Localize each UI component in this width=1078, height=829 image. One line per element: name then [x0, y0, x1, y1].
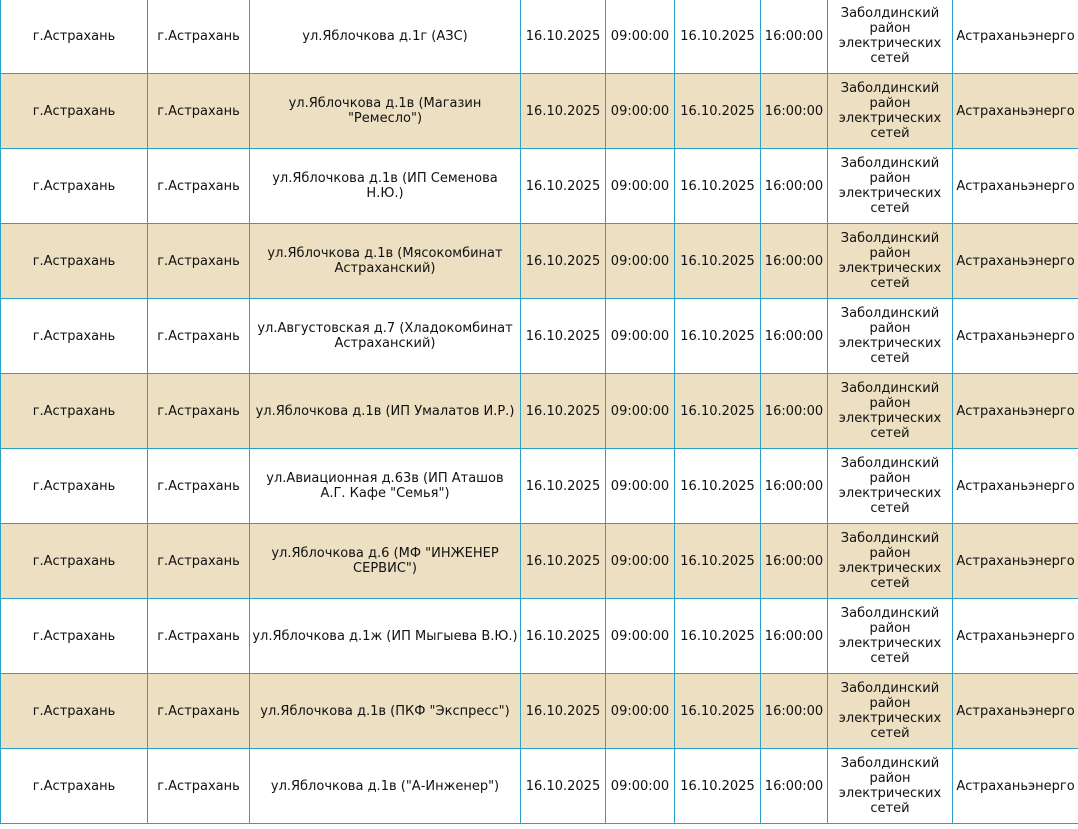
end-time-cell: 16:00:00 — [761, 299, 828, 374]
organization-cell: Астраханьэнерго — [953, 149, 1078, 224]
region-cell: г.Астрахань — [1, 0, 148, 74]
district-cell: Заболдинский район электрических сетей — [828, 74, 953, 149]
table-row — [1, 374, 1078, 449]
end-date-cell: 16.10.2025 — [675, 599, 761, 674]
address-cell: ул.Яблочкова д.1в (ПКФ "Экспресс") — [250, 674, 521, 749]
address-cell: ул.Яблочкова д.1г (АЗС) — [250, 0, 521, 74]
organization-cell: Астраханьэнерго — [953, 0, 1078, 74]
end-time-cell: 16:00:00 — [761, 0, 828, 74]
start-date-cell: 16.10.2025 — [521, 749, 606, 824]
address-cell: ул.Августовская д.7 (Хладокомбинат Астраханский) — [250, 299, 521, 374]
region-cell: г.Астрахань — [1, 599, 148, 674]
end-date-cell: 16.10.2025 — [675, 374, 761, 449]
address-cell: ул.Яблочкова д.1ж (ИП Мыгыева В.Ю.) — [250, 599, 521, 674]
end-time-cell: 16:00:00 — [761, 224, 828, 299]
table-row — [1, 74, 1078, 149]
start-time-cell: 09:00:00 — [606, 0, 675, 74]
table-row — [1, 224, 1078, 299]
address-cell: ул.Яблочкова д.1в (Магазин "Ремесло") — [250, 74, 521, 149]
region-cell: г.Астрахань — [1, 449, 148, 524]
city-cell: г.Астрахань — [148, 749, 250, 824]
end-time-cell: 16:00:00 — [761, 74, 828, 149]
start-date-cell: 16.10.2025 — [521, 149, 606, 224]
start-time-cell: 09:00:00 — [606, 374, 675, 449]
city-cell: г.Астрахань — [148, 374, 250, 449]
outage-table-body — [1, 0, 1078, 824]
start-date-cell: 16.10.2025 — [521, 299, 606, 374]
start-date-cell: 16.10.2025 — [521, 74, 606, 149]
organization-cell: Астраханьэнерго — [953, 599, 1078, 674]
start-time-cell: 09:00:00 — [606, 599, 675, 674]
table-row — [1, 449, 1078, 524]
end-date-cell: 16.10.2025 — [675, 749, 761, 824]
start-date-cell: 16.10.2025 — [521, 599, 606, 674]
end-time-cell: 16:00:00 — [761, 449, 828, 524]
end-date-cell: 16.10.2025 — [675, 674, 761, 749]
organization-cell: Астраханьэнерго — [953, 749, 1078, 824]
start-time-cell: 09:00:00 — [606, 74, 675, 149]
table-row — [1, 524, 1078, 599]
district-cell: Заболдинский район электрических сетей — [828, 299, 953, 374]
start-date-cell: 16.10.2025 — [521, 374, 606, 449]
district-cell: Заболдинский район электрических сетей — [828, 0, 953, 74]
organization-cell: Астраханьэнерго — [953, 674, 1078, 749]
start-time-cell: 09:00:00 — [606, 149, 675, 224]
district-cell: Заболдинский район электрических сетей — [828, 599, 953, 674]
start-date-cell: 16.10.2025 — [521, 0, 606, 74]
organization-cell: Астраханьэнерго — [953, 299, 1078, 374]
organization-cell: Астраханьэнерго — [953, 449, 1078, 524]
address-cell: ул.Яблочкова д.1в ("А-Инженер") — [250, 749, 521, 824]
start-date-cell: 16.10.2025 — [521, 524, 606, 599]
address-cell: ул.Авиационная д.63в (ИП Аташов А.Г. Кафе "Семья") — [250, 449, 521, 524]
end-date-cell: 16.10.2025 — [675, 299, 761, 374]
city-cell: г.Астрахань — [148, 674, 250, 749]
end-date-cell: 16.10.2025 — [675, 74, 761, 149]
region-cell: г.Астрахань — [1, 749, 148, 824]
table-row — [1, 149, 1078, 224]
region-cell: г.Астрахань — [1, 74, 148, 149]
end-time-cell: 16:00:00 — [761, 749, 828, 824]
city-cell: г.Астрахань — [148, 599, 250, 674]
city-cell: г.Астрахань — [148, 449, 250, 524]
region-cell: г.Астрахань — [1, 524, 148, 599]
region-cell: г.Астрахань — [1, 674, 148, 749]
region-cell: г.Астрахань — [1, 149, 148, 224]
start-date-cell: 16.10.2025 — [521, 224, 606, 299]
district-cell: Заболдинский район электрических сетей — [828, 749, 953, 824]
organization-cell: Астраханьэнерго — [953, 374, 1078, 449]
city-cell: г.Астрахань — [148, 0, 250, 74]
table-row — [1, 749, 1078, 824]
table-row — [1, 0, 1078, 74]
end-date-cell: 16.10.2025 — [675, 149, 761, 224]
district-cell: Заболдинский район электрических сетей — [828, 149, 953, 224]
start-date-cell: 16.10.2025 — [521, 674, 606, 749]
start-time-cell: 09:00:00 — [606, 524, 675, 599]
end-date-cell: 16.10.2025 — [675, 0, 761, 74]
address-cell: ул.Яблочкова д.1в (ИП Семенова Н.Ю.) — [250, 149, 521, 224]
address-cell: ул.Яблочкова д.1в (ИП Умалатов И.Р.) — [250, 374, 521, 449]
start-time-cell: 09:00:00 — [606, 449, 675, 524]
organization-cell: Астраханьэнерго — [953, 224, 1078, 299]
district-cell: Заболдинский район электрических сетей — [828, 524, 953, 599]
district-cell: Заболдинский район электрических сетей — [828, 374, 953, 449]
address-cell: ул.Яблочкова д.6 (МФ "ИНЖЕНЕР СЕРВИС") — [250, 524, 521, 599]
city-cell: г.Астрахань — [148, 224, 250, 299]
city-cell: г.Астрахань — [148, 74, 250, 149]
end-time-cell: 16:00:00 — [761, 599, 828, 674]
district-cell: Заболдинский район электрических сетей — [828, 449, 953, 524]
organization-cell: Астраханьэнерго — [953, 74, 1078, 149]
table-row — [1, 674, 1078, 749]
table-row — [1, 599, 1078, 674]
region-cell: г.Астрахань — [1, 374, 148, 449]
end-date-cell: 16.10.2025 — [675, 524, 761, 599]
start-time-cell: 09:00:00 — [606, 674, 675, 749]
end-date-cell: 16.10.2025 — [675, 449, 761, 524]
table-row — [1, 299, 1078, 374]
start-time-cell: 09:00:00 — [606, 224, 675, 299]
region-cell: г.Астрахань — [1, 299, 148, 374]
district-cell: Заболдинский район электрических сетей — [828, 674, 953, 749]
end-time-cell: 16:00:00 — [761, 674, 828, 749]
start-date-cell: 16.10.2025 — [521, 449, 606, 524]
region-cell: г.Астрахань — [1, 224, 148, 299]
start-time-cell: 09:00:00 — [606, 299, 675, 374]
city-cell: г.Астрахань — [148, 149, 250, 224]
organization-cell: Астраханьэнерго — [953, 524, 1078, 599]
city-cell: г.Астрахань — [148, 299, 250, 374]
end-date-cell: 16.10.2025 — [675, 224, 761, 299]
city-cell: г.Астрахань — [148, 524, 250, 599]
end-time-cell: 16:00:00 — [761, 149, 828, 224]
district-cell: Заболдинский район электрических сетей — [828, 224, 953, 299]
start-time-cell: 09:00:00 — [606, 749, 675, 824]
end-time-cell: 16:00:00 — [761, 524, 828, 599]
address-cell: ул.Яблочкова д.1в (Мясокомбинат Астраханский) — [250, 224, 521, 299]
end-time-cell: 16:00:00 — [761, 374, 828, 449]
